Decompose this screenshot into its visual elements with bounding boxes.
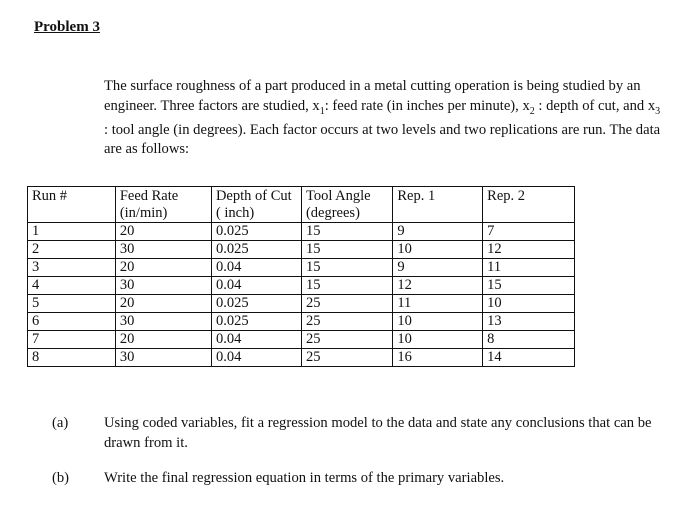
cell-rep-2: 15: [483, 277, 575, 295]
cell-feed-rate: 20: [115, 259, 211, 277]
cell-run: 4: [28, 277, 116, 295]
cell-rep-2: 10: [483, 295, 575, 313]
table-row: [28, 241, 575, 259]
intro-text-2: : feed rate (in inches per minute), x: [324, 97, 530, 114]
cell-depth-of-cut: 0.04: [211, 331, 301, 349]
cell-feed-rate: 30: [115, 277, 211, 295]
cell-rep-1: 9: [393, 259, 483, 277]
cell-rep-1: 12: [393, 277, 483, 295]
cell-rep-2: 8: [483, 331, 575, 349]
cell-run: 8: [28, 349, 116, 367]
table-row: [28, 259, 575, 277]
cell-feed-rate: 30: [115, 313, 211, 331]
cell-rep-2: 14: [483, 349, 575, 367]
table-header-row: [28, 187, 575, 223]
cell-run: 6: [28, 313, 116, 331]
cell-tool-angle: 25: [301, 313, 392, 331]
intro-text-4: : tool angle (in degrees). Each factor occurs at two levels and two replications are run. The data are as follows:: [104, 121, 661, 158]
cell-tool-angle: 25: [301, 295, 392, 313]
cell-depth-of-cut: 0.04: [211, 277, 301, 295]
cell-run: 7: [28, 331, 116, 349]
cell-rep-2: 7: [483, 223, 575, 241]
header-rep-1: Rep. 1: [393, 187, 483, 223]
header-tool-angle: Tool Angle (degrees): [301, 187, 392, 223]
cell-depth-of-cut: 0.025: [211, 313, 301, 331]
cell-rep-2: 12: [483, 241, 575, 259]
cell-feed-rate: 20: [115, 223, 211, 241]
cell-tool-angle: 15: [301, 241, 392, 259]
problem-description: [104, 77, 664, 160]
cell-depth-of-cut: 0.025: [211, 295, 301, 313]
cell-depth-of-cut: 0.025: [211, 223, 301, 241]
question-b-label: (b): [52, 470, 70, 486]
cell-feed-rate: 20: [115, 331, 211, 349]
question-a-label: (a): [52, 415, 69, 431]
cell-rep-1: 9: [393, 223, 483, 241]
cell-rep-1: 10: [393, 241, 483, 259]
cell-tool-angle: 25: [301, 349, 392, 367]
header-run: Run #: [28, 187, 116, 223]
header-feed-rate: Feed Rate (in/min): [115, 187, 211, 223]
header-rep-2: Rep. 2: [483, 187, 575, 223]
table-row: [28, 313, 575, 331]
table-row: [28, 295, 575, 313]
cell-rep-1: 10: [393, 313, 483, 331]
cell-run: 2: [28, 241, 116, 259]
question-a-text: Using coded variables, fit a regression model to the data and state any conclusions that can be drawn from it.: [104, 415, 652, 451]
table-row: [28, 331, 575, 349]
cell-run: 1: [28, 223, 116, 241]
cell-rep-1: 16: [393, 349, 483, 367]
cell-rep-1: 11: [393, 295, 483, 313]
problem-heading: Problem 3: [34, 19, 100, 35]
cell-rep-2: 11: [483, 259, 575, 277]
cell-feed-rate: 30: [115, 241, 211, 259]
intro-text-3: : depth of cut, and x: [534, 97, 656, 114]
header-depth-of-cut: Depth of Cut ( inch): [211, 187, 301, 223]
cell-feed-rate: 30: [115, 349, 211, 367]
table-row: [28, 349, 575, 367]
subscript-x1: 1: [319, 105, 325, 117]
cell-depth-of-cut: 0.025: [211, 241, 301, 259]
subscript-x3: 3: [655, 105, 661, 117]
intro-text-1: The surface roughness of a part produced in a metal cutting operation is being studied by an engineer. Three factors are studied, x: [104, 78, 641, 114]
cell-run: 5: [28, 295, 116, 313]
cell-feed-rate: 20: [115, 295, 211, 313]
cell-run: 3: [28, 259, 116, 277]
cell-tool-angle: 25: [301, 331, 392, 349]
table-row: [28, 223, 575, 241]
cell-tool-angle: 15: [301, 259, 392, 277]
subscript-x2: 2: [529, 105, 535, 117]
question-b-text: Write the final regression equation in terms of the primary variables.: [104, 470, 505, 486]
cell-depth-of-cut: 0.04: [211, 349, 301, 367]
cell-tool-angle: 15: [301, 277, 392, 295]
cell-rep-2: 13: [483, 313, 575, 331]
cell-depth-of-cut: 0.04: [211, 259, 301, 277]
data-table: [27, 186, 575, 367]
table-row: [28, 277, 575, 295]
cell-rep-1: 10: [393, 331, 483, 349]
cell-tool-angle: 15: [301, 223, 392, 241]
